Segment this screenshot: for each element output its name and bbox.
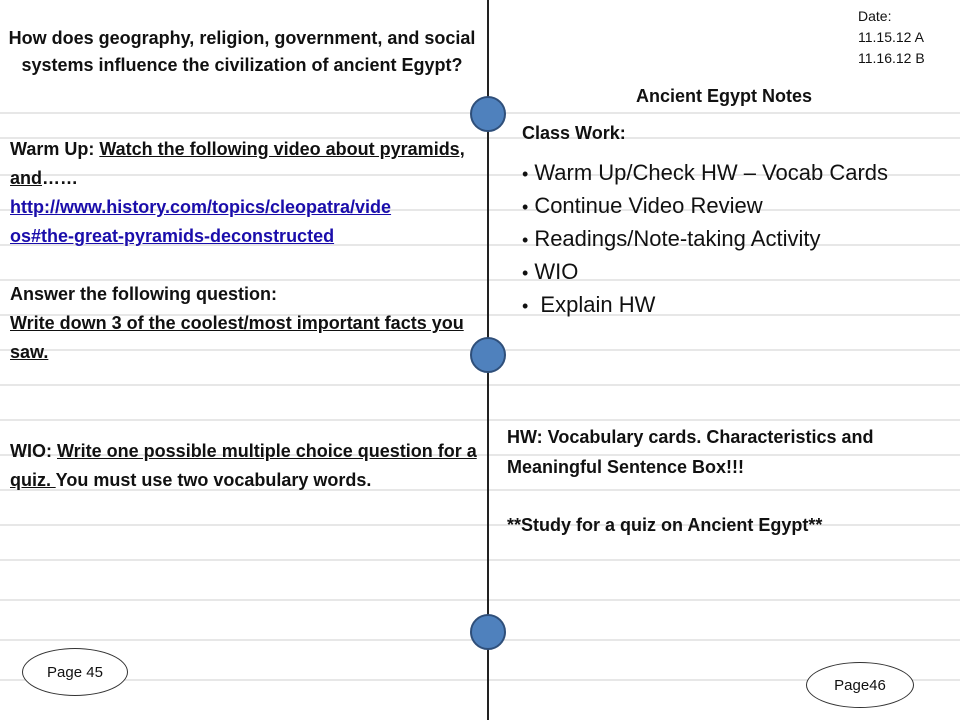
video-link-line-2[interactable]: os#the-great-pyramids-deconstructed (10, 226, 335, 246)
binder-ring-hole-bottom (470, 614, 506, 650)
page-number-left (22, 648, 128, 696)
answer-question: Write down 3 of the coolest/most important facts you saw. (10, 313, 464, 362)
class-work-item: • Explain HW (522, 289, 942, 322)
answer-heading: Answer the following question: (10, 284, 277, 304)
warm-up-instruction: Watch the following video about pyramids, and (10, 139, 465, 188)
wio-block (10, 437, 480, 495)
essential-question: How does geography, religion, government, and social systems influence the civilization of ancient Egypt? (8, 28, 476, 75)
class-work-list-container (522, 157, 942, 322)
class-work-item: • WIO (522, 256, 942, 289)
page-number-right-label: Page46 (834, 676, 886, 694)
class-work-item: • Readings/Note-taking Activity (522, 223, 942, 256)
notes-title: Ancient Egypt Notes (636, 86, 813, 106)
video-link-line-1[interactable]: http://www.history.com/topics/cleopatra/vide (10, 197, 392, 217)
homework-text: HW: Vocabulary cards. Characteristics and Meaningful Sentence Box!!! (507, 427, 874, 477)
study-note: **Study for a quiz on Ancient Egypt** (507, 515, 823, 535)
answer-block (10, 280, 480, 367)
binder-ring-hole-top (470, 96, 506, 132)
class-work-item: • Continue Video Review (522, 190, 942, 223)
video-link[interactable] (10, 193, 480, 251)
date-line-b: 11.16.12 B (858, 50, 925, 66)
warm-up-ellipsis: …… (42, 168, 79, 188)
date-line-a: 11.15.12 A (858, 29, 924, 45)
warm-up-prefix: Warm Up: (10, 139, 100, 159)
class-work-label: Class Work: (522, 123, 626, 143)
binder-ring-hole-middle (470, 337, 506, 373)
date-label: Date: (858, 8, 892, 24)
page-number-right (806, 662, 914, 708)
wio-prefix: WIO: (10, 441, 57, 461)
wio-instruction: Write one possible multiple choice question for a quiz. (10, 441, 477, 490)
class-work-list (522, 157, 942, 322)
class-work-item: • Warm Up/Check HW – Vocab Cards (522, 157, 942, 190)
page-number-left-label: Page 45 (47, 663, 103, 681)
wio-rest: You must use two vocabulary words. (55, 470, 372, 490)
warm-up-block (10, 135, 480, 251)
date-block (858, 6, 925, 69)
